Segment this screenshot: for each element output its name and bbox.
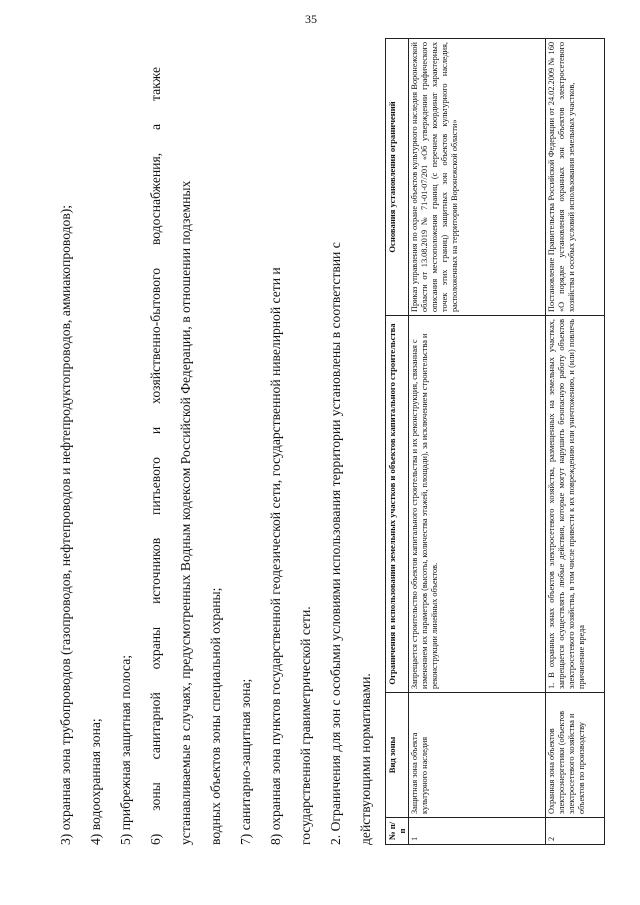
rotated-content (50, 42, 590, 845)
text-run: охраны (148, 626, 163, 670)
text-run: водоснабжения, (148, 152, 163, 246)
cell-basis: Приказ управления по охране объектов культурного наследия Воронежской области от 13.08.2019 № 71-01-07/201 «Об утверждении графического описания местоположения границ (с перечнем координат характерных точек этих границ) защитных зон объектов культурного наследия, расположенных на территории Воронежской области» (409, 39, 546, 316)
text-run: и (148, 426, 163, 435)
text-line: водных объектов зоны специальной охраны; (208, 587, 223, 845)
cell-restrictions: Запрещается строительство объектов капитального строительства и их реконструкция, связанная с изменением их параметров (высоты, количества этажей, площади), за исключением строительства и реконструкции линейных объектов. (409, 316, 546, 693)
table-row (409, 39, 546, 845)
text-run: питьевого (148, 457, 163, 515)
text-run: а (148, 123, 163, 130)
header-no: № п/п (386, 818, 409, 845)
text-run: зоны (148, 782, 163, 811)
restrictions-table (385, 38, 605, 845)
cell-kind: Охранная зона объектов электроэнергетики (объектов электросетевого хозяйства и объектов по производству (546, 693, 605, 818)
cell-no: 1 (409, 818, 546, 845)
cell-no: 2 (546, 818, 605, 845)
list-item: 8) охранная зона пунктов государственной геодезической сети, государственной нивелирной сети и (268, 267, 283, 845)
list-item: 4) водоохранная зона; (88, 718, 103, 845)
text-run: 6) (148, 833, 163, 845)
header-restrictions: Ограничения в использовании земельных участков и объектов капитального строительства (386, 316, 409, 693)
text-line: государственной гравиметрической сети. (298, 606, 313, 845)
list-item: 5) прибрежная защитная полоса; (118, 654, 133, 845)
text-run: также (148, 67, 163, 101)
cell-restrictions: 1. В охранных зонах объектов электросетевого хозяйства, размещенных на земельных участках, запрещается осуществлять любые действия, которые могут нарушить безопасную работу объектов электросетевого хозяйства, в том числе привести к их повреждению или уничтожению, и (или) повлечь причинение вреда (546, 316, 605, 693)
header-kind: Вид зоны (386, 693, 409, 818)
cell-kind: Защитная зона объекта культурного наследия (409, 693, 546, 818)
paragraph: 2. Ограничения для зон с особыми условиями использования территории установлены в соответствии с (328, 242, 343, 845)
cell-basis: Постановление Правительства Российской Федерации от 24.02.2009 № 160 «О порядке установления охранных зон объектов электросетевого хозяйства и особых условий использования земельных участков, (546, 39, 605, 316)
table-header-row (386, 39, 409, 845)
list-item: 3) охранная зона трубопроводов (газопроводов, нефтепроводов и нефтепродуктопроводов, аммиакопроводов); (58, 204, 73, 845)
text-line: устанавливаемые в случаях, предусмотренных Водным кодексом Российской Федерации, в отношении подземных (178, 180, 193, 845)
page-number: 35 (305, 12, 317, 26)
table-row (546, 39, 605, 845)
text-run: источников (148, 537, 163, 604)
list-item: 7) санитарно-защитная зона; (238, 678, 253, 845)
list-item (148, 67, 164, 845)
text-run: хозяйственно-бытового (148, 267, 163, 404)
text-run: санитарной (148, 692, 163, 760)
text-line: действующими нормативами. (358, 673, 373, 845)
header-basis: Основания установления ограничений (386, 39, 409, 316)
